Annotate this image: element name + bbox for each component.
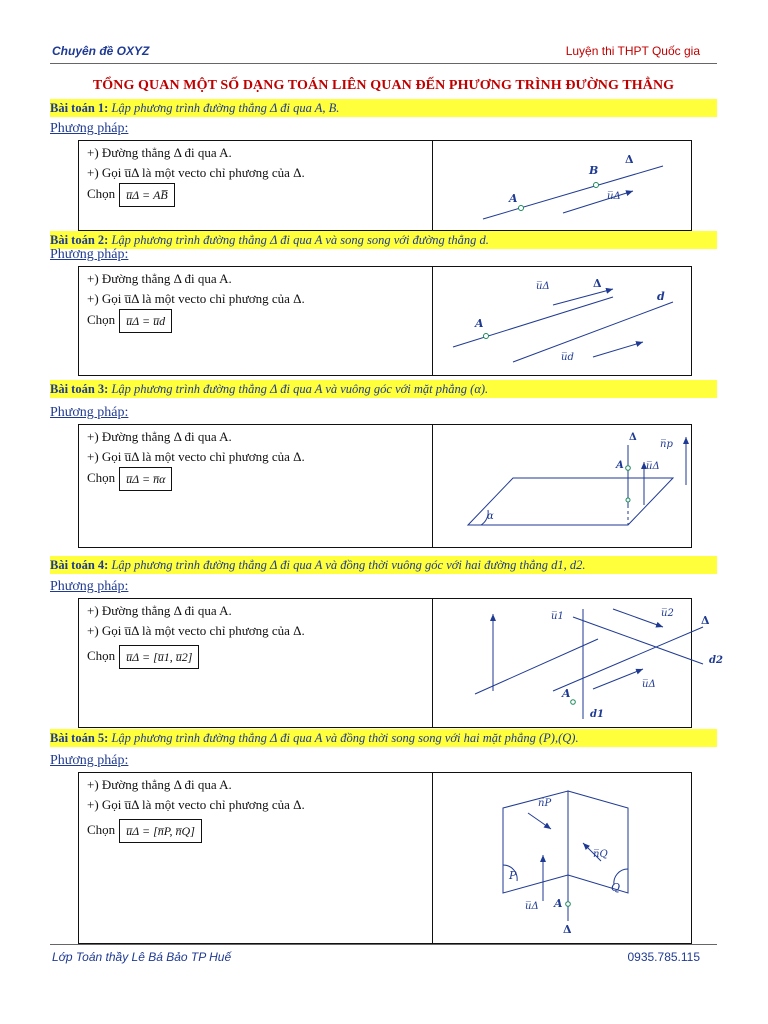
figure-5 — [433, 773, 689, 943]
line-2: +) Gọi u̅Δ là một vecto chỉ phương của Δ. — [87, 797, 305, 812]
label-u-delta: u̅Δ — [607, 191, 621, 202]
choose-label: Chọn — [87, 821, 116, 837]
problem-text: Lập phương trình đường thẳng Δ đi qua A và song song với đường thẳng d. — [111, 233, 489, 247]
problem-1-heading — [50, 99, 717, 117]
problem-text: Lập phương trình đường thẳng Δ đi qua A và vuông góc với mặt phẳng (α). — [111, 382, 489, 396]
label-delta: Δ — [629, 432, 637, 443]
problem-1-box — [78, 140, 692, 231]
figure-1 — [433, 141, 689, 230]
problem-text: Lập phương trình đường thẳng Δ đi qua A, B. — [111, 101, 340, 115]
problem-label: Bài toán 4: — [50, 558, 109, 572]
choose-label: Chọn — [87, 311, 116, 327]
label-B: B — [589, 164, 599, 177]
page-title: TỔNG QUAN MỘT SỐ DẠNG TOÁN LIÊN QUAN ĐẾN PHƯƠNG TRÌNH ĐƯỜNG THẲNG — [92, 78, 675, 93]
label-delta: Δ — [563, 923, 572, 936]
choose-label: Chọn — [87, 185, 116, 201]
label-u-delta: u̅Δ — [536, 281, 550, 292]
label-u1: u̅1 — [551, 611, 564, 622]
formula: u̅Δ = AB̅ — [119, 183, 175, 207]
problem-4-box — [78, 598, 723, 728]
footer-left: Lớp Toán thầy Lê Bá Bảo TP Huế — [52, 950, 232, 964]
label-A: A — [509, 192, 518, 205]
label-A: A — [554, 897, 563, 910]
label-n-p: n̅P — [538, 798, 552, 809]
problem-label: Bài toán 1: — [50, 101, 109, 115]
formula: u̅Δ = u̅d — [119, 309, 172, 333]
figure-4 — [433, 599, 723, 727]
label-d: d — [657, 290, 665, 303]
label-Q: Q — [611, 881, 621, 894]
line-1: +) Đường thẳng Δ đi qua A. — [87, 777, 232, 792]
label-A: A — [562, 687, 571, 700]
label-alpha: α — [487, 511, 494, 522]
choose-label: Chọn — [87, 647, 116, 663]
line-1: +) Đường thẳng Δ đi qua A. — [87, 429, 232, 444]
line-2: +) Gọi u̅Δ là một vecto chỉ phương của Δ. — [87, 623, 305, 638]
header-right: Luyện thi THPT Quốc gia — [565, 44, 700, 58]
line-1: +) Đường thẳng Δ đi qua A. — [87, 603, 232, 618]
label-d2: d2 — [709, 655, 723, 666]
method-label: Phương pháp: — [50, 121, 129, 136]
label-A: A — [616, 460, 624, 471]
problem-3-heading — [50, 380, 717, 398]
problem-label: Bài toán 3: — [50, 382, 109, 396]
footer-right: 0935.785.115 — [627, 950, 700, 964]
problem-text: Lập phương trình đường thẳng Δ đi qua A và đồng thời song song với hai mặt phẳng (P),(Q). — [111, 731, 579, 745]
line-2: +) Gọi u̅Δ là một vecto chỉ phương của Δ. — [87, 291, 305, 306]
label-n-p: n̅p — [660, 439, 673, 450]
header-left: Chuyên đề OXYZ — [52, 44, 150, 58]
label-delta: Δ — [593, 277, 602, 290]
formula: u̅Δ = [n̅P, n̅Q] — [119, 819, 202, 843]
method-label: Phương pháp: — [50, 579, 129, 594]
label-u-delta: u̅Δ — [646, 461, 660, 472]
method-label: Phương pháp: — [50, 247, 129, 262]
problem-5-box — [78, 772, 692, 944]
label-n-q: n̅Q — [593, 849, 608, 860]
problem-2-box — [78, 266, 692, 376]
problem-5-heading — [50, 729, 717, 747]
line-2: +) Gọi u̅Δ là một vecto chỉ phương của Δ. — [87, 449, 305, 464]
formula: u̅Δ = [u̅1, u̅2] — [119, 645, 199, 669]
line-2: +) Gọi u̅Δ là một vecto chỉ phương của Δ. — [87, 165, 305, 180]
method-label: Phương pháp: — [50, 753, 129, 768]
header-divider — [50, 63, 717, 64]
figure-2 — [433, 267, 689, 375]
problem-label: Bài toán 5: — [50, 731, 109, 745]
problem-4-heading — [50, 556, 717, 574]
footer-divider — [50, 944, 717, 945]
label-delta: Δ — [625, 153, 634, 166]
label-u-d: u̅d — [561, 352, 574, 363]
label-P: P — [509, 869, 517, 882]
label-u2: u̅2 — [661, 608, 674, 619]
label-delta: Δ — [701, 614, 710, 627]
method-label: Phương pháp: — [50, 405, 129, 420]
line-1: +) Đường thẳng Δ đi qua A. — [87, 145, 232, 160]
problem-3-box — [78, 424, 692, 548]
label-u-delta: u̅Δ — [642, 679, 656, 690]
line-1: +) Đường thẳng Δ đi qua A. — [87, 271, 232, 286]
figure-3 — [433, 425, 689, 547]
label-u-delta: u̅Δ — [525, 901, 539, 912]
choose-label: Chọn — [87, 469, 116, 485]
problem-text: Lập phương trình đường thẳng Δ đi qua A và đồng thời vuông góc với hai đường thẳng d1, d2. — [111, 558, 586, 572]
problem-2-heading — [50, 231, 717, 249]
label-A: A — [475, 317, 484, 330]
problem-label: Bài toán 2: — [50, 233, 109, 247]
formula: u̅Δ = n̅α — [119, 467, 172, 491]
label-d1: d1 — [590, 709, 604, 720]
